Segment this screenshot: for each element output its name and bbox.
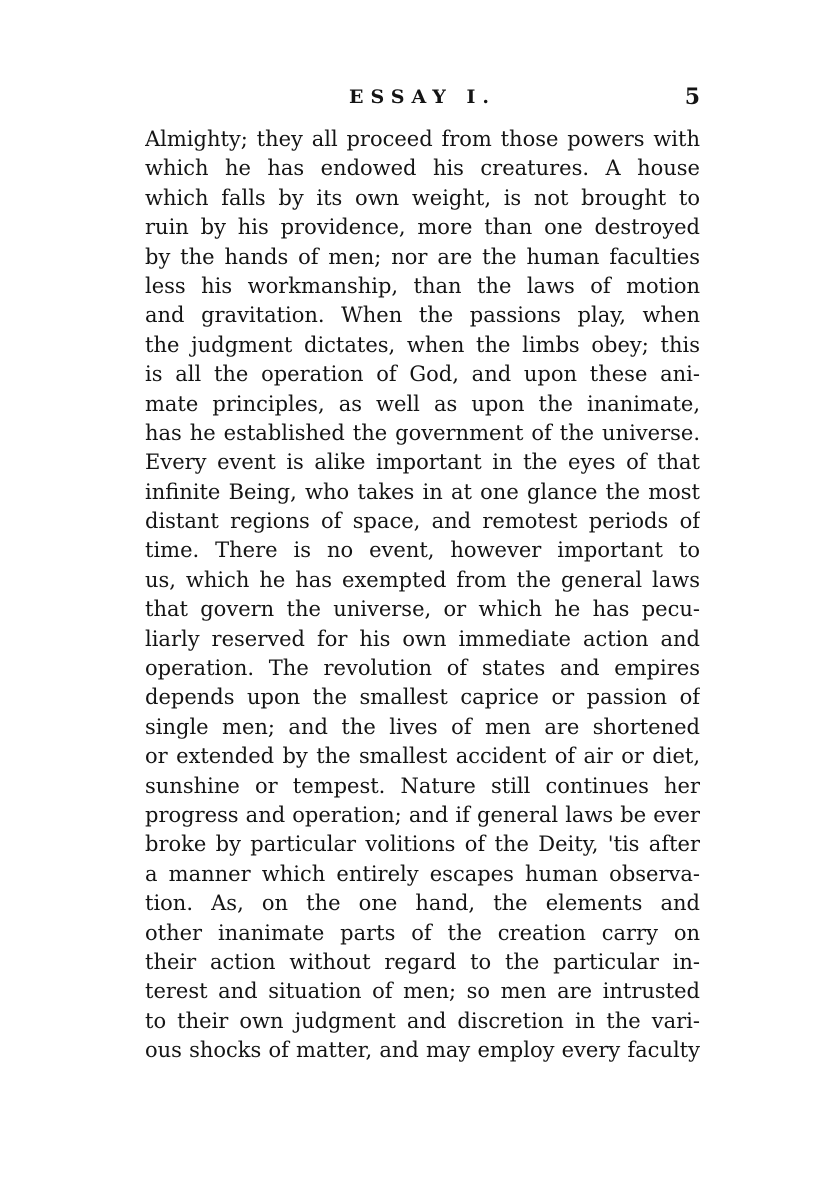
text-line: their action without regard to the particular in- [145,949,700,974]
running-title: ESSAY I. [349,86,496,108]
body-text [145,125,700,1066]
text-line: Almighty; they all proceed from those powers with [145,127,700,151]
text-line: other inanimate parts of the creation carry on [145,920,700,945]
text-line: ruin by his providence, more than one destroyed [145,215,700,240]
text-line: to their own judgment and discretion in the vari- [145,1008,700,1033]
text-line: depends upon the smallest caprice or passion of [145,685,700,710]
text-line: Every event is alike important in the eyes of that [145,450,700,475]
text-line: single men; and the lives of men are shortened [145,714,700,739]
text-line: operation. The revolution of states and empires [145,656,700,681]
text-line: mate principles, as well as upon the inanimate, [145,391,700,416]
text-line: infinite Being, who takes in at one glance the most [145,479,700,504]
text-line: terest and situation of men; so men are intrusted [145,979,700,1004]
page-number: 5 [684,84,700,110]
text-line: which he has endowed his creatures. A house [145,156,700,181]
text-line: ous shocks of matter, and may employ every faculty [145,1038,700,1063]
text-line: less his workmanship, than the laws of motion [145,273,700,298]
text-line: a manner which entirely escapes human observa- [145,861,700,886]
text-line: distant regions of space, and remotest periods of [145,509,700,534]
text-line: by the hands of men; nor are the human faculties [145,244,700,269]
text-line: liarly reserved for his own immediate action and [145,626,700,651]
text-line: sunshine or tempest. Nature still continues her [145,773,700,798]
text-line: progress and operation; and if general laws be ever [145,802,700,827]
text-line: which falls by its own weight, is not brought to [145,185,700,210]
text-line: broke by particular volitions of the Deity, 'tis after [145,832,700,857]
text-line: is all the operation of God, and upon these ani- [145,362,700,387]
text-line: time. There is no event, however important to [145,538,700,563]
text-line: that govern the universe, or which he has pecu- [145,597,700,622]
text-line: or extended by the smallest accident of air or diet, [145,744,700,769]
running-head [145,82,700,112]
text-line: has he established the government of the universe. [145,420,700,445]
text-line: the judgment dictates, when the limbs obey; this [145,332,700,357]
text-line: tion. As, on the one hand, the elements and [145,891,700,916]
text-line: and gravitation. When the passions play, when [145,303,700,328]
text-line: us, which he has exempted from the general laws [145,567,700,592]
